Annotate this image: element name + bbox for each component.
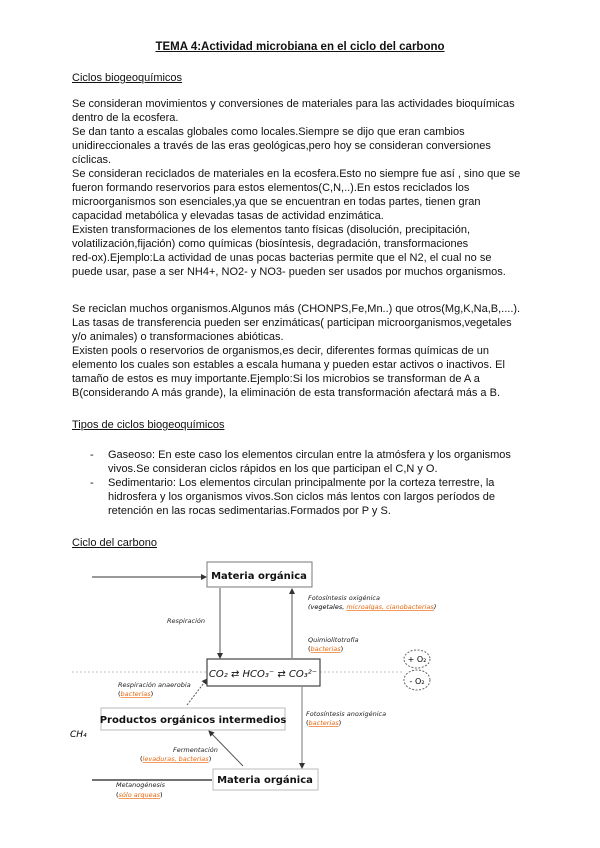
text-line: B(considerando A más grande), la eliminación de esta transformación afectará más a B. [72,387,501,399]
text-line: unidireccionales a través de las eras geológicas,pero hoy se consideran conversiones [72,140,491,152]
fotosintesis-anoxigenica-label: Fotosíntesis anoxigénica [306,710,387,718]
ch4-label: CH₄ [70,730,87,740]
text-line: dentro de la ecosfera. [72,112,179,124]
orgs-link: levaduras, bacterias [142,755,209,763]
orgs-link: microalgas, cianobacterias [346,603,434,611]
bullet-text: retención en las rocas sedimentarias.Formados por P y S. [108,505,391,517]
paren-open: (vegetales, [308,603,347,611]
bullet-text: Gaseoso: En este caso los elementos circulan entre la atmósfera y los organismos [108,449,511,461]
text-line: Existen pools o reservorios de organismos,es decir, diferentes formas químicas de un [72,345,489,357]
text-line: fueron formando reservorios para estos elementos(C,N,..).En estos reciclados los [72,182,470,194]
text-line: red-ox).Ejemplo:La actividad de unas pocas bacterias permite que el N2, el cual no se [72,252,492,264]
fotosintesis-oxigenica-orgs [308,603,436,611]
text-line: microorganismos son esenciales,ya que se encuentran en todas partes, tienen gran [72,196,481,208]
page-title: TEMA 4:Actividad microbiana en el ciclo del carbono [155,41,445,53]
fotosintesis-oxigenica-label: Fotosíntesis oxigénica [308,594,380,602]
bullet-dash: - [90,477,94,489]
text-line: Se consideran movimientos y conversiones de materiales para las actividades bioquímicas [72,98,515,110]
box-top-label: Materia orgánica [211,571,307,582]
text-line: elemento los cuales son estables a escala humana y pueden estar activos o inactivos. El [72,359,505,371]
box-intermediate-label: Productos orgánicos intermedios [99,715,287,726]
heading-ciclo-carbono: Ciclo del carbono [72,537,157,549]
orgs-link: bacterias [310,645,341,653]
text-line: volatilización,fijación) como químicas (biosíntesis, degradación, transformaciones [72,238,469,250]
bullet-dash: - [90,449,94,461]
paren-close: ) [338,719,342,727]
text-line: cíclicas. [72,154,112,166]
fermentacion-label: Fermentación [173,746,218,754]
paren-close: ) [150,690,154,698]
text-line: Se consideran reciclados de materiales en la ecosfera.Esto no siempre fue así , sino que se [72,168,521,180]
text-line: Las tasas de transferencia pueden ser enzimáticas( participan microorganismos,vegetales [72,317,512,329]
heading-tipos: Tipos de ciclos biogeoquímicos [72,419,225,431]
plus-o2-label: + O₂ [407,655,427,664]
paren-close: ) [208,755,212,763]
text-line: Se dan tanto a escalas globales como locales.Siempre se dijo que eran cambios [72,126,465,138]
orgs-link: sólo arqueas [118,791,161,799]
box-co2-label: CO₂ ⇄ HCO₃⁻ ⇄ CO₃²⁻ [208,669,318,680]
quimiolitotrofia-label: Quimiolitotrofía [308,636,359,644]
text-line: capacidad metabólica y elevadas tasas de actividad enzimática. [72,210,384,222]
heading-ciclos: Ciclos biogeoquímicos [72,72,183,84]
box-bottom-label: Materia orgánica [217,775,313,786]
text-line: puede usar, pase a ser NH4+, NO2- y NO3- pueden ser usados por muchos organismos. [72,266,506,278]
text-line: Existen transformaciones de los elementos tanto físicas (disolución, precipitación, [72,224,471,236]
orgs-link: bacterias [120,690,151,698]
paren-open: ( [116,791,119,799]
anoxi-orgs [306,719,341,727]
respiracion-anaerobia-label: Respiración anaerobia [118,681,191,689]
paren-close: ) [160,791,163,799]
minus-o2-label: - O₂ [409,677,425,686]
fermentacion-orgs [140,755,211,763]
metanogenesis-orgs [116,791,163,799]
paren-open: ( [140,755,143,763]
quimio-orgs [308,645,343,653]
bullet-text: hidrosfera y los organismos vivos.Son ciclos más lentos con largos períodos de [108,491,496,503]
resp-anaerobia-orgs [118,690,153,698]
metanogenesis-label: Metanogénesis [116,781,166,789]
paren-open: ( [306,719,309,727]
bullet-text: Sedimentario: Los elementos circulan principalmente por la corteza terrestre, la [108,477,495,489]
text-line: y/o animales) o transformaciones abióticas. [72,331,284,343]
paren-open: ( [308,645,311,653]
paren-open: ( [118,690,121,698]
orgs-link: bacterias [308,719,339,727]
text-line: tamaño de estos es muy importante.Ejemplo:Si los microbios se transforman de A a [72,373,480,385]
bullet-text: vivos.Se consideran ciclos rápidos en los que participan el C,N y O. [108,463,438,475]
respiracion-label: Respiración [167,617,205,625]
paren-close: ) [340,645,344,653]
paren-close: ) [433,603,437,611]
text-line: Se reciclan muchos organismos.Algunos más (CHONPS,Fe,Mn..) que otros(Mg,K,Na,B,....). [72,303,521,315]
